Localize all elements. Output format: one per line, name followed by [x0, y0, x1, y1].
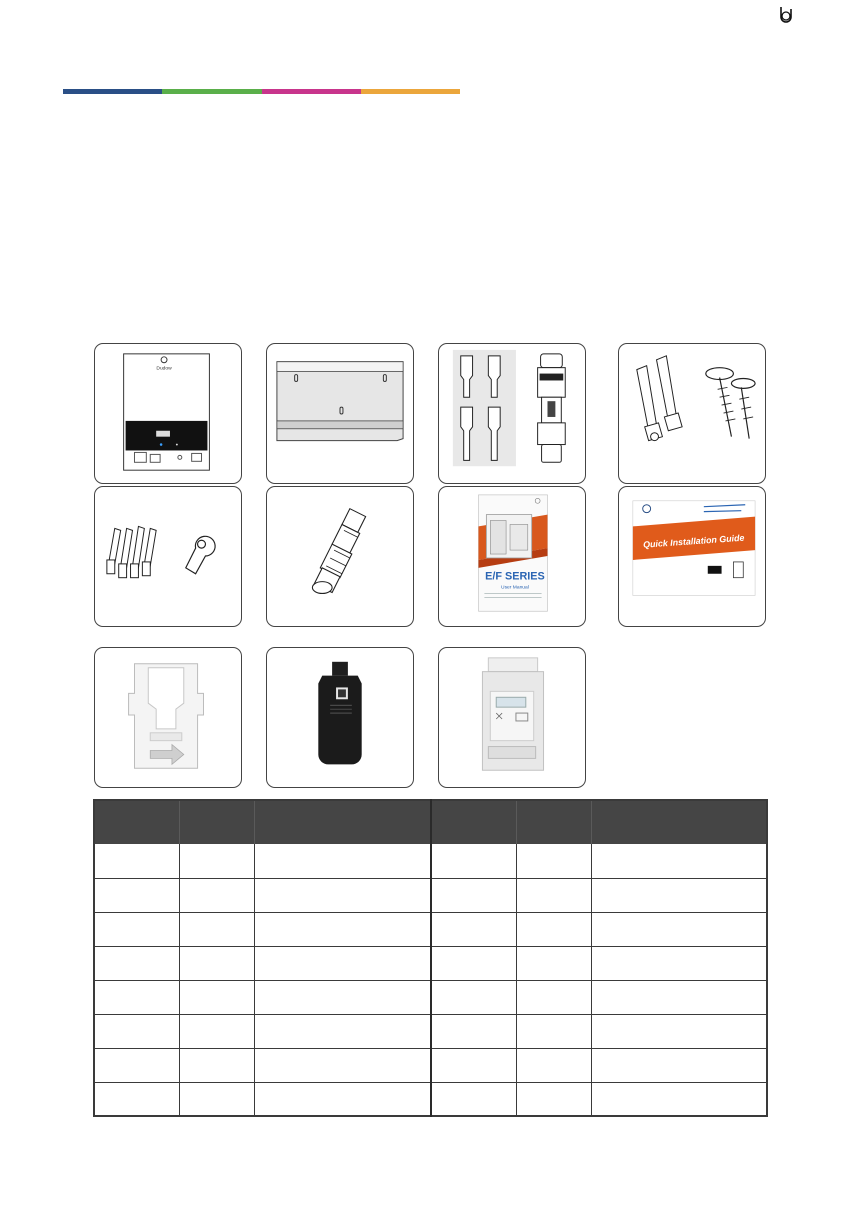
table-row	[94, 1048, 767, 1082]
ct-clamp-icon	[95, 648, 241, 787]
guide-icon	[619, 487, 765, 626]
table-cell	[516, 1048, 591, 1082]
table-header-row	[94, 800, 767, 844]
table-cell	[94, 1082, 179, 1116]
manual-cover-subtitle: User Manual	[501, 585, 529, 591]
table-cell	[516, 1082, 591, 1116]
bolt-screw-icon	[619, 344, 765, 483]
table-cell	[591, 980, 767, 1014]
table-cell	[516, 878, 591, 912]
table-cell	[431, 1014, 516, 1048]
header-cell	[179, 800, 254, 844]
tile-smart-meter	[438, 647, 586, 788]
table-cell	[431, 1082, 516, 1116]
accent-green	[162, 89, 261, 94]
table-cell	[591, 1014, 767, 1048]
table-row	[94, 878, 767, 912]
guide-cover-title: Quick Installation Guide	[642, 532, 745, 550]
table-cell	[591, 912, 767, 946]
table-cell	[254, 946, 431, 980]
table-cell	[431, 980, 516, 1014]
header-cell	[431, 800, 516, 844]
manual-icon	[439, 487, 585, 626]
table-cell	[179, 1048, 254, 1082]
table-cell	[516, 912, 591, 946]
tile-user-manual	[438, 486, 586, 627]
table-cell	[254, 980, 431, 1014]
tile-quick-guide	[618, 486, 766, 627]
bookmark-ring-icon	[778, 5, 798, 25]
packing-list-table	[93, 799, 768, 1117]
table-cell	[254, 844, 431, 878]
table-cell	[254, 878, 431, 912]
table-cell	[431, 912, 516, 946]
pv-connector-icon	[439, 344, 585, 483]
table-cell	[94, 980, 179, 1014]
terminal-lug-icon	[95, 487, 241, 626]
tile-expansion-bolts	[618, 343, 766, 484]
accent-color-bar	[63, 89, 460, 94]
table-cell	[431, 878, 516, 912]
tile-ct-clamp	[94, 647, 242, 788]
table-row	[94, 946, 767, 980]
table-cell	[591, 1082, 767, 1116]
table-cell	[179, 844, 254, 878]
tile-terminals	[94, 486, 242, 627]
table-cell	[431, 1048, 516, 1082]
accent-blue	[63, 89, 162, 94]
meter-icon	[439, 648, 585, 787]
table-cell	[254, 1014, 431, 1048]
table-cell	[254, 912, 431, 946]
table-row	[94, 1014, 767, 1048]
accent-orange	[361, 89, 460, 94]
table-row	[94, 980, 767, 1014]
inverter-logo: Dudow	[156, 366, 172, 372]
table-cell	[516, 946, 591, 980]
table-cell	[179, 1014, 254, 1048]
table-cell	[591, 878, 767, 912]
table-cell	[516, 1014, 591, 1048]
table-cell	[94, 1014, 179, 1048]
table-cell	[516, 980, 591, 1014]
table-cell	[94, 844, 179, 878]
table-cell	[591, 1048, 767, 1082]
dongle-icon	[267, 648, 413, 787]
tile-ac-connector	[266, 486, 414, 627]
table-cell	[94, 1048, 179, 1082]
table-cell	[591, 844, 767, 878]
header-cell	[516, 800, 591, 844]
table-cell	[431, 844, 516, 878]
table-row	[94, 1082, 767, 1116]
table-cell	[179, 912, 254, 946]
accent-magenta	[262, 89, 361, 94]
table-cell	[94, 946, 179, 980]
tile-pv-connectors	[438, 343, 586, 484]
table-cell	[179, 980, 254, 1014]
table-cell	[94, 912, 179, 946]
table-cell	[179, 1082, 254, 1116]
tile-inverter	[94, 343, 242, 484]
header-cell	[254, 800, 431, 844]
table-cell	[254, 1048, 431, 1082]
table-cell	[254, 1082, 431, 1116]
bracket-icon	[267, 344, 413, 483]
table-cell	[516, 844, 591, 878]
table-cell	[94, 878, 179, 912]
inverter-icon	[95, 344, 241, 483]
header-cell	[591, 800, 767, 844]
table-row	[94, 844, 767, 878]
table-row	[94, 912, 767, 946]
manual-cover-title: E/F SERIES	[485, 570, 545, 583]
ac-connector-icon	[267, 487, 413, 626]
table-cell	[179, 946, 254, 980]
tile-mounting-bracket	[266, 343, 414, 484]
header-cell	[94, 800, 179, 844]
table-cell	[179, 878, 254, 912]
table-cell	[431, 946, 516, 980]
tile-wifi-dongle	[266, 647, 414, 788]
table-cell	[591, 946, 767, 980]
